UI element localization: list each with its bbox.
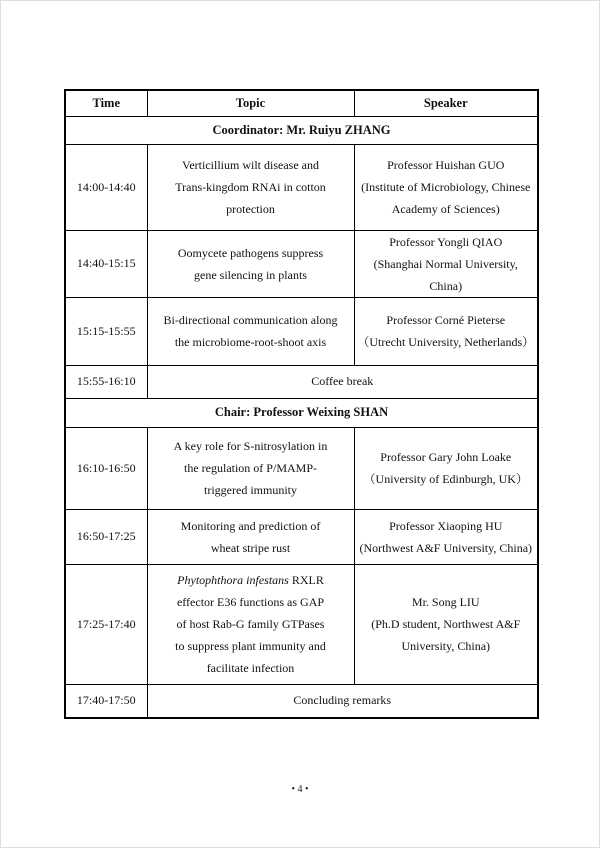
coordinator-label: Coordinator: Mr. Ruiyu ZHANG bbox=[65, 116, 538, 144]
topic-line: facilitate infection bbox=[206, 661, 295, 675]
session-topic bbox=[147, 144, 354, 230]
header-cell-topic: Topic bbox=[147, 90, 354, 116]
chair-row bbox=[65, 398, 538, 427]
speaker-line: (Ph.D student, Northwest A&F bbox=[371, 617, 521, 631]
topic-line: the regulation of P/MAMP- bbox=[184, 461, 317, 475]
topic-line: the microbiome-root-shoot axis bbox=[174, 335, 327, 349]
topic-line bbox=[150, 569, 352, 591]
topic-line: Verticillium wilt disease and bbox=[182, 158, 319, 172]
topic-line: of host Rab-G family GTPases bbox=[176, 617, 325, 631]
species-name-italic: Phytophthora infestans bbox=[177, 573, 289, 587]
coordinator-row bbox=[65, 116, 538, 144]
speaker-line: (Northwest A&F University, China) bbox=[359, 540, 533, 555]
session-speaker bbox=[354, 297, 538, 365]
session-topic bbox=[147, 427, 354, 509]
session-topic bbox=[147, 297, 354, 365]
concluding-row bbox=[65, 684, 538, 718]
page-number: • 4 • bbox=[291, 784, 309, 795]
speaker-line: Professor Corné Pieterse bbox=[386, 313, 506, 327]
topic-line: Oomycete pathogens suppress bbox=[177, 245, 324, 260]
topic-line: Monitoring and prediction of bbox=[180, 518, 321, 533]
table-row bbox=[65, 509, 538, 564]
table-row bbox=[65, 144, 538, 230]
topic-line: triggered immunity bbox=[204, 483, 297, 497]
table-row bbox=[65, 230, 538, 297]
program-schedule-table bbox=[64, 89, 539, 719]
coffee-break-label: Coffee break bbox=[147, 365, 538, 398]
table-row bbox=[65, 427, 538, 509]
speaker-line: Mr. Song LIU bbox=[411, 595, 480, 609]
topic-line: Bi-directional communication along bbox=[163, 313, 338, 327]
session-time: 14:40-15:15 bbox=[65, 230, 147, 297]
speaker-line: （Utrecht University, Netherlands） bbox=[357, 335, 535, 349]
session-speaker bbox=[354, 564, 538, 684]
coffee-break-row bbox=[65, 365, 538, 398]
topic-line: wheat stripe rust bbox=[210, 540, 291, 555]
speaker-line: （University of Edinburgh, UK） bbox=[363, 472, 528, 486]
chair-label: Chair: Professor Weixing SHAN bbox=[65, 398, 538, 427]
session-topic bbox=[147, 509, 354, 564]
session-topic bbox=[147, 230, 354, 297]
session-speaker bbox=[354, 230, 538, 297]
speaker-line: Academy of Sciences) bbox=[391, 202, 500, 216]
speaker-line: University, China) bbox=[401, 639, 491, 653]
session-speaker bbox=[354, 509, 538, 564]
topic-line: effector E36 functions as GAP bbox=[176, 595, 325, 609]
topic-line: gene silencing in plants bbox=[194, 267, 307, 282]
speaker-line: (Institute of Microbiology, Chinese bbox=[361, 180, 531, 194]
topic-line-rest: RXLR bbox=[288, 573, 324, 587]
topic-line: to suppress plant immunity and bbox=[175, 639, 326, 653]
header-cell-time: Time bbox=[65, 90, 147, 116]
session-time: 16:10-16:50 bbox=[65, 427, 147, 509]
table-row bbox=[65, 564, 538, 684]
concluding-label: Concluding remarks bbox=[147, 684, 538, 718]
topic-line: protection bbox=[226, 202, 275, 216]
session-topic bbox=[147, 564, 354, 684]
session-speaker bbox=[354, 144, 538, 230]
session-time: 17:40-17:50 bbox=[65, 684, 147, 718]
table-row bbox=[65, 297, 538, 365]
speaker-line: (Shanghai Normal University, China) bbox=[373, 256, 518, 293]
topic-line: A key role for S-nitrosylation in bbox=[173, 439, 328, 453]
session-time: 17:25-17:40 bbox=[65, 564, 147, 684]
session-speaker bbox=[354, 427, 538, 509]
session-time: 14:00-14:40 bbox=[65, 144, 147, 230]
session-time: 16:50-17:25 bbox=[65, 509, 147, 564]
speaker-line: Professor Xiaoping HU bbox=[389, 518, 503, 533]
session-time: 15:15-15:55 bbox=[65, 297, 147, 365]
speaker-line: Professor Yongli QIAO bbox=[389, 234, 503, 249]
speaker-line: Professor Gary John Loake bbox=[380, 450, 512, 464]
speaker-line: Professor Huishan GUO bbox=[387, 158, 505, 172]
table-header-row bbox=[65, 90, 538, 116]
header-cell-speaker: Speaker bbox=[354, 90, 538, 116]
session-time: 15:55-16:10 bbox=[65, 365, 147, 398]
topic-line: Trans-kingdom RNAi in cotton bbox=[175, 180, 326, 194]
